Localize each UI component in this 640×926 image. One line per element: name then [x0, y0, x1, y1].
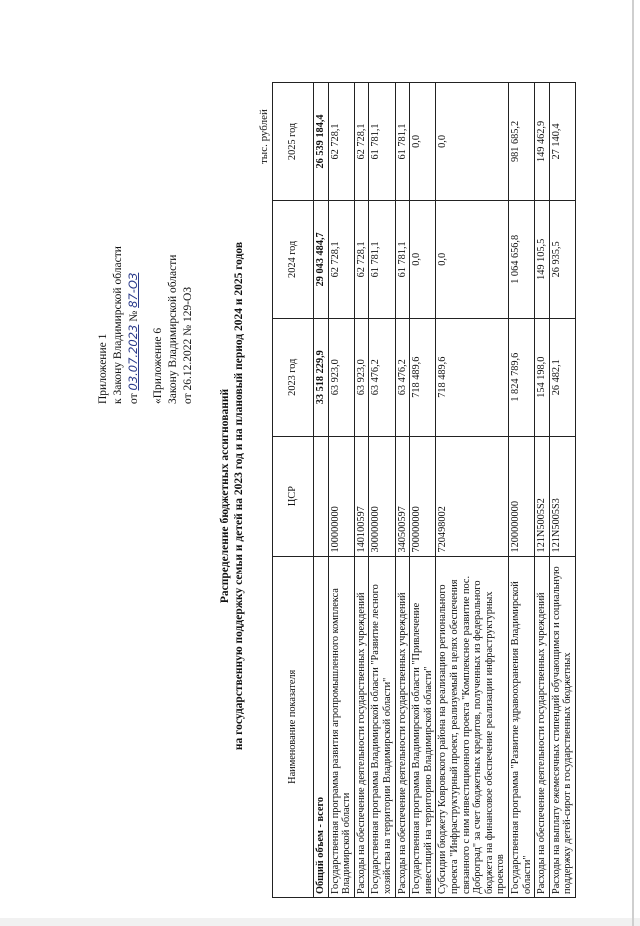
- binding-shadow: [0, 918, 640, 926]
- cell-csr: 121N5005S2: [535, 436, 550, 556]
- cell-csr: 121N5005S3: [549, 436, 575, 556]
- table-row: [328, 83, 354, 898]
- cell-2025: 0,0: [436, 83, 509, 201]
- cell-name: Субсидии бюджету Ковровского района на реализацию регионального проекта "Инфраструктурный проект, реализуемый в целях обеспечения связанного с ним инвестиционного проекта "Комплексное развитие пос. Доброград" за счет бюджетных кредитов, полученных из федерального бюджета на финансовое обеспечение реализации инфраструктурных проектов: [436, 556, 509, 897]
- cell-2025: 61 781,1: [369, 83, 395, 201]
- cell-csr: 300000000: [369, 436, 395, 556]
- cell-name: Расходы на обеспечение деятельности государственных учреждений: [395, 556, 410, 897]
- cell-2023: 63 476,2: [369, 318, 395, 436]
- cell-2024: 61 781,1: [369, 200, 395, 318]
- cell-name: Государственная программа Владимирской области "Развитие лесного хозяйства на территории Владимирской области": [369, 556, 395, 897]
- cell-2025: 62 728,1: [354, 83, 369, 201]
- cell-2024: 0,0: [436, 200, 509, 318]
- cell-csr: 1200000000: [508, 436, 534, 556]
- table-row: [549, 83, 575, 898]
- cell-2023: 63 476,2: [395, 318, 410, 436]
- table-row: [410, 83, 436, 898]
- cell-2024: 29 043 484,7: [314, 200, 329, 318]
- cell-2023: 63 923,0: [354, 318, 369, 436]
- handwritten-number: 87-ОЗ: [126, 272, 140, 308]
- header-2024: 2024 год: [273, 200, 314, 318]
- table-row: [314, 83, 329, 898]
- header-2025: 2025 год: [273, 83, 314, 201]
- cell-csr: [314, 436, 329, 556]
- appendix-header: [96, 104, 196, 404]
- table-row: [369, 83, 395, 898]
- cell-csr: 340500597: [395, 436, 410, 556]
- appendix-label: Приложение 1: [97, 333, 109, 404]
- cell-2023: 63 923,0: [328, 318, 354, 436]
- cell-2025: 61 781,1: [395, 83, 410, 201]
- table-row: [508, 83, 534, 898]
- header-csr: ЦСР: [273, 436, 314, 556]
- prior-law: Закону Владимирской области: [167, 254, 179, 404]
- appendix-law: к Закону Владимирской области: [112, 246, 124, 404]
- cell-name: Государственная программа развития агропромышленного комплекса Владимирской области: [328, 556, 354, 897]
- header-name: Наименование показателя: [273, 556, 314, 897]
- prior-appendix-label: «Приложение 6: [152, 327, 164, 404]
- cell-name: Расходы на выплату ежемесячных стипендий обучающимся и социальную поддержку детей-сирот в государственных бюджетных: [549, 556, 575, 897]
- cell-2023: 718 489,6: [436, 318, 509, 436]
- cell-2024: 1 064 656,8: [508, 200, 534, 318]
- cell-name: Государственная программа "Развитие здравоохранения Владимирской области": [508, 556, 534, 897]
- cell-2023: 26 482,1: [549, 318, 575, 436]
- handwritten-date: 03.07.2023: [126, 324, 140, 391]
- table-header-row: [273, 83, 314, 898]
- cell-2023: 33 518 229,9: [314, 318, 329, 436]
- page-title: [218, 126, 246, 866]
- prior-law-date: от 26.12.2022 № 129-ОЗ: [182, 286, 194, 404]
- cell-2024: 0,0: [410, 200, 436, 318]
- cell-name: Расходы на обеспечение деятельности государственных учреждений: [535, 556, 550, 897]
- header-2023: 2023 год: [273, 318, 314, 436]
- number-prefix: №: [128, 310, 140, 322]
- cell-2023: 718 489,6: [410, 318, 436, 436]
- cell-2024: 61 781,1: [395, 200, 410, 318]
- cell-csr: 700000000: [410, 436, 436, 556]
- table-row: [354, 83, 369, 898]
- cell-2025: 981 685,2: [508, 83, 534, 201]
- cell-2024: 26 935,5: [549, 200, 575, 318]
- date-prefix: от: [128, 393, 140, 404]
- cell-2023: 1 824 789,6: [508, 318, 534, 436]
- cell-csr: 100000000: [328, 436, 354, 556]
- cell-name: Государственная программа Владимирской области "Привлечение инвестиций на территорию Владимирской области": [410, 556, 436, 897]
- table-row: [436, 83, 509, 898]
- title-line-1: Распределение бюджетных ассигнований: [219, 388, 231, 604]
- cell-csr: 720498002: [436, 436, 509, 556]
- cell-2025: 0,0: [410, 83, 436, 201]
- units-label: тыс. рублей: [258, 109, 270, 164]
- cell-name: Общий объем - всего: [314, 556, 329, 897]
- cell-2024: 62 728,1: [354, 200, 369, 318]
- cell-csr: 140100597: [354, 436, 369, 556]
- cell-2025: 62 728,1: [328, 83, 354, 201]
- budget-table: [272, 82, 576, 898]
- cell-2024: 149 105,5: [535, 200, 550, 318]
- table-row: [535, 83, 550, 898]
- cell-2024: 62 728,1: [328, 200, 354, 318]
- appendix-date-line: [126, 104, 142, 404]
- title-line-2: на государственную поддержку семьи и детей на 2023 год и на плановый период 2024 и 2025 годов: [233, 241, 245, 751]
- cell-2025: 27 140,4: [549, 83, 575, 201]
- table-row: [395, 83, 410, 898]
- scan-edge-line: [632, 0, 634, 926]
- cell-name: Расходы на обеспечение деятельности государственных учреждений: [354, 556, 369, 897]
- cell-2023: 154 198,0: [535, 318, 550, 436]
- cell-2025: 26 539 184,4: [314, 83, 329, 201]
- cell-2025: 149 462,9: [535, 83, 550, 201]
